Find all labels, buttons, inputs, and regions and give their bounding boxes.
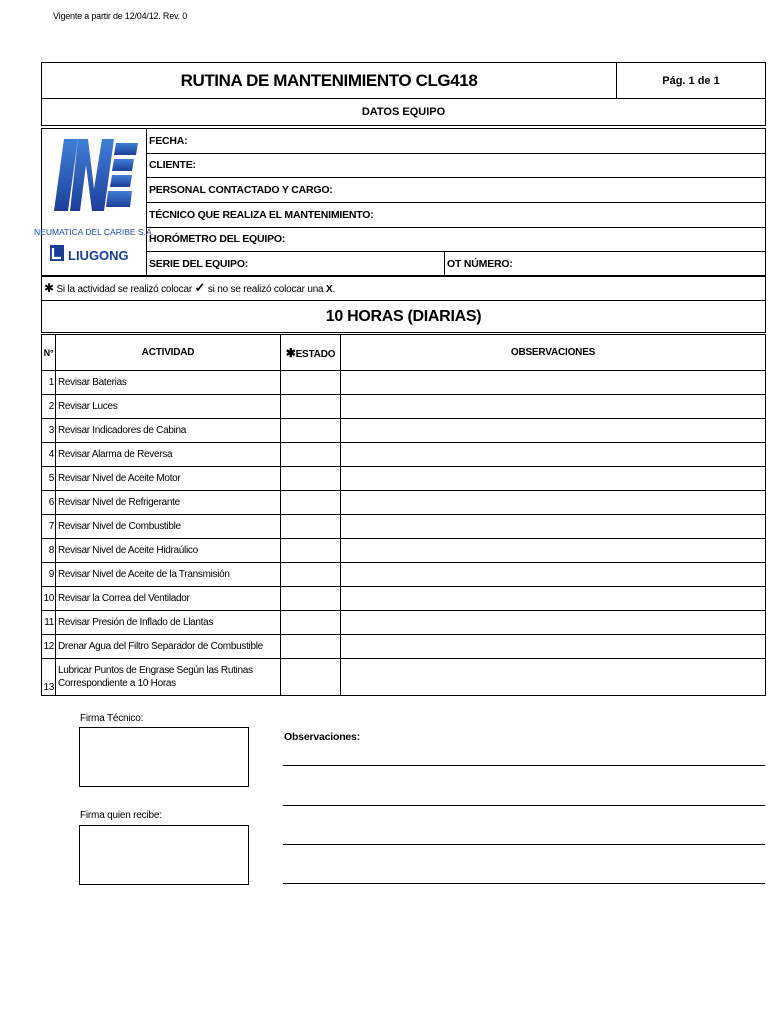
row-status-cell[interactable] — [281, 563, 341, 587]
row-status-cell[interactable] — [281, 539, 341, 563]
company-name: NEUMATICA DEL CARIBE S.A. — [34, 227, 154, 237]
table-row — [42, 635, 766, 659]
row-observations-cell[interactable] — [341, 395, 766, 419]
row-activity: Lubricar Puntos de Engrase Según las Rutinas Correspondiente a 10 Horas — [56, 659, 281, 696]
table-row — [42, 419, 766, 443]
row-status-cell[interactable] — [281, 419, 341, 443]
observation-line[interactable] — [283, 805, 765, 806]
row-activity: Revisar la Correa del Ventilador — [56, 587, 281, 611]
row-status-cell[interactable] — [281, 635, 341, 659]
row-observations-cell[interactable] — [341, 587, 766, 611]
row-activity: Revisar Indicadores de Cabina — [56, 419, 281, 443]
row-activity: Revisar Nivel de Combustible — [56, 515, 281, 539]
row-activity: Revisar Presión de Inflado de Llantas — [56, 611, 281, 635]
row-observations-cell[interactable] — [341, 443, 766, 467]
row-status-cell[interactable] — [281, 515, 341, 539]
row-number: 3 — [42, 419, 56, 443]
row-number: 9 — [42, 563, 56, 587]
x-mark: X — [326, 284, 333, 295]
table-row — [42, 371, 766, 395]
table-row — [42, 491, 766, 515]
note-text-1: Si la actividad se realizó colocar — [56, 284, 192, 295]
row-observations-cell[interactable] — [341, 371, 766, 395]
row-observations-cell[interactable] — [341, 635, 766, 659]
row-observations-cell[interactable] — [341, 563, 766, 587]
note-text-2: si no se realizó colocar una — [207, 284, 324, 295]
field-serie: SERIE DEL EQUIPO: — [147, 252, 445, 277]
column-status-label: ESTADO — [295, 348, 336, 360]
field-tecnico: TÉCNICO QUE REALIZA EL MANTENIMIENTO: — [147, 202, 766, 227]
table-row — [42, 539, 766, 563]
row-status-cell[interactable] — [281, 611, 341, 635]
row-observations-cell[interactable] — [341, 491, 766, 515]
signature-recibe-box[interactable] — [79, 825, 249, 885]
signature-recibe-label: Firma quien recibe: — [80, 810, 162, 821]
row-status-cell[interactable] — [281, 443, 341, 467]
row-activity: Revisar Baterias — [56, 371, 281, 395]
observation-line[interactable] — [283, 844, 765, 845]
table-row — [42, 587, 766, 611]
check-icon: ✓ — [194, 280, 206, 295]
row-activity: Revisar Nivel de Refrigerante — [56, 491, 281, 515]
row-number: 8 — [42, 539, 56, 563]
table-row — [42, 563, 766, 587]
header-table — [41, 62, 766, 126]
row-observations-cell[interactable] — [341, 419, 766, 443]
signature-tecnico-label: Firma Técnico: — [80, 713, 144, 724]
row-observations-cell[interactable] — [341, 611, 766, 635]
observation-line[interactable] — [283, 765, 765, 766]
star-icon: ✱ — [285, 345, 296, 360]
company-logo — [34, 129, 154, 277]
observations-label: Observaciones: — [284, 731, 360, 743]
row-activity: Revisar Nivel de Aceite Motor — [56, 467, 281, 491]
row-observations-cell[interactable] — [341, 659, 766, 696]
row-observations-cell[interactable] — [341, 539, 766, 563]
field-fecha: FECHA: — [147, 129, 766, 154]
star-icon: ✱ — [44, 281, 54, 295]
observation-line[interactable] — [283, 883, 765, 884]
routine-title: 10 HORAS (DIARIAS) — [42, 301, 766, 333]
row-activity: Revisar Nivel de Aceite de la Transmisión — [56, 563, 281, 587]
instruction-note — [42, 276, 766, 301]
row-status-cell[interactable] — [281, 491, 341, 515]
row-number: 4 — [42, 443, 56, 467]
row-activity: Revisar Alarma de Reversa — [56, 443, 281, 467]
activities-table — [41, 334, 766, 696]
row-observations-cell[interactable] — [341, 515, 766, 539]
field-personal: PERSONAL CONTACTADO Y CARGO: — [147, 178, 766, 203]
row-number: 1 — [42, 371, 56, 395]
table-row — [42, 515, 766, 539]
row-observations-cell[interactable] — [341, 467, 766, 491]
row-number: 10 — [42, 587, 56, 611]
table-row — [42, 395, 766, 419]
brand-name: LIUGONG — [68, 248, 129, 263]
table-row — [42, 611, 766, 635]
field-ot-numero: OT NÚMERO: — [445, 252, 766, 277]
row-status-cell[interactable] — [281, 467, 341, 491]
note-dot: . — [332, 284, 336, 295]
signature-tecnico-box[interactable] — [79, 727, 249, 787]
column-activity: ACTIVIDAD — [56, 335, 281, 371]
field-cliente: CLIENTE: — [147, 153, 766, 178]
row-status-cell[interactable] — [281, 395, 341, 419]
datos-equipo-heading: DATOS EQUIPO — [42, 99, 766, 126]
document-title: RUTINA DE MANTENIMIENTO CLG418 — [42, 63, 617, 99]
row-activity: Revisar Nivel de Aceite Hidraúlico — [56, 539, 281, 563]
instructions-table — [41, 275, 766, 333]
column-num: N° — [42, 335, 56, 371]
row-status-cell[interactable] — [281, 371, 341, 395]
table-row — [42, 443, 766, 467]
row-activity: Drenar Agua del Filtro Separador de Combustible — [56, 635, 281, 659]
row-number: 6 — [42, 491, 56, 515]
version-note: Vigente a partir de 12/04/12. Rev. 0 — [53, 11, 188, 21]
activities-body — [42, 371, 766, 696]
row-number: 2 — [42, 395, 56, 419]
nc-logo-icon — [34, 129, 154, 271]
row-status-cell[interactable] — [281, 659, 341, 696]
row-status-cell[interactable] — [281, 587, 341, 611]
column-observations: OBSERVACIONES — [341, 335, 766, 371]
table-row — [42, 467, 766, 491]
row-number: 5 — [42, 467, 56, 491]
equipment-data-table — [34, 128, 766, 277]
row-number: 13 — [42, 659, 56, 696]
row-activity: Revisar Luces — [56, 395, 281, 419]
row-number: 12 — [42, 635, 56, 659]
row-number: 11 — [42, 611, 56, 635]
row-number: 7 — [42, 515, 56, 539]
field-horometro: HORÓMETRO DEL EQUIPO: — [147, 227, 766, 252]
page-number: Pág. 1 de 1 — [617, 63, 766, 99]
table-row — [42, 659, 766, 696]
column-status — [281, 335, 341, 371]
